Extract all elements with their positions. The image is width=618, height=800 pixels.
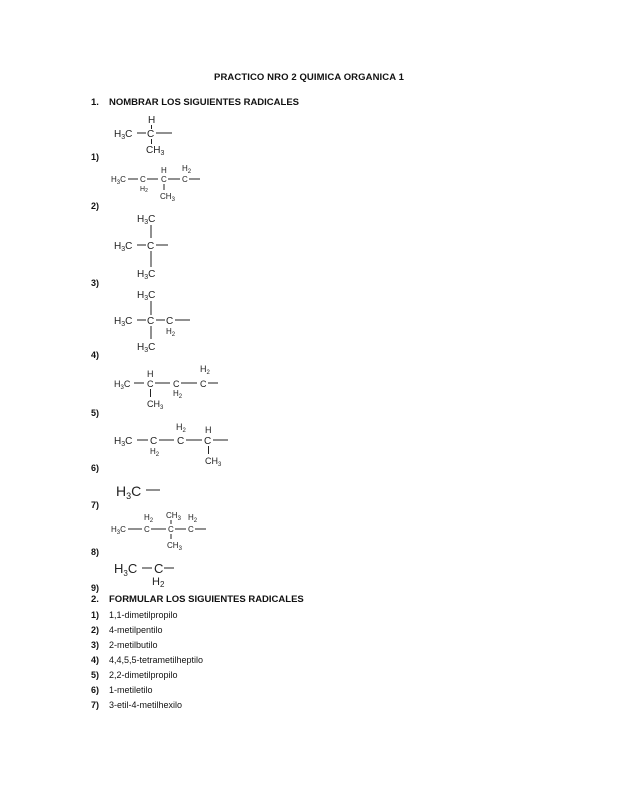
structure-8 [100, 508, 240, 554]
svg-text:H: H [161, 166, 167, 175]
structure-label-5: 5) [91, 408, 100, 418]
formula-item: 5) 2,2-dimetilpropilo [91, 670, 178, 680]
svg-text:CH3: $CH_3$ [147, 399, 164, 411]
svg-text:C: C [140, 175, 146, 184]
svg-text:H3C: $H_3C$ [114, 241, 133, 253]
svg-text:C: C [173, 379, 180, 389]
svg-text:H3C: $H_3C$ [116, 483, 142, 501]
svg-text:C: C [182, 175, 188, 184]
svg-text:C: C [177, 436, 185, 447]
svg-text:C: C [188, 525, 194, 534]
svg-text:H2: $H_2$ [144, 513, 154, 524]
structure-label-3: 3) [91, 278, 100, 288]
page-title: PRACTICO NRO 2 QUIMICA ORGANICA 1 [214, 72, 404, 83]
svg-text:C: C [150, 436, 158, 447]
svg-text:H: H [147, 369, 154, 379]
svg-text:CH3: $CH_3$ [167, 541, 182, 552]
svg-text:H: H [148, 115, 156, 126]
formula-item: 4) 4,4,5,5-tetrametilheptilo [91, 655, 204, 665]
structure-label-1: 1) [91, 152, 100, 162]
svg-text:H3C: $H_3C$ [114, 561, 138, 578]
svg-text:H2: $H_2$ [200, 364, 210, 376]
svg-text:H3C: $H_3C$ [114, 129, 133, 141]
svg-text:C: C [147, 241, 155, 252]
structure-label-9: 9) [91, 583, 100, 593]
structure-3 [100, 212, 220, 282]
structure-label-6: 6) [91, 463, 100, 473]
svg-text:H2: $H_2$ [166, 327, 176, 338]
section-2-heading: 2. FORMULAR LOS SIGUIENTES RADICALES [91, 594, 304, 605]
svg-text:H3C: $H_3C$ [114, 379, 131, 391]
formula-item: 6) 1-metiletilo [91, 685, 153, 695]
structure-6 [100, 418, 240, 468]
svg-text:H3C: $H_3C$ [114, 316, 133, 328]
svg-text:H3C: $H_3C$ [111, 175, 126, 186]
structure-label-2: 2) [91, 201, 100, 211]
structure-7 [100, 478, 220, 502]
structure-1 [100, 112, 220, 158]
structure-4 [100, 288, 230, 356]
formula-item: 3) 2-metilbutilo [91, 640, 158, 650]
svg-text:H2: $H_2$ [150, 447, 160, 458]
svg-text:H2: H2 [152, 576, 165, 589]
structure-5 [100, 362, 240, 412]
svg-text:H2: $H_2$ [182, 164, 192, 175]
svg-text:C: C [147, 129, 155, 140]
formula-item: 7) 3-etil-4-metilhexilo [91, 700, 183, 710]
svg-text:H2: $H_2$ [176, 422, 186, 434]
svg-text:H3C: $H_3C$ [137, 342, 156, 354]
structure-label-4: 4) [91, 350, 100, 360]
section-1-heading: 1. NOMBRAR LOS SIGUIENTES RADICALES [91, 97, 300, 108]
svg-text:H3C: $H_3C$ [137, 214, 156, 226]
structure-label-7: 7) [91, 500, 100, 510]
svg-text:H2: $H_2$ [188, 513, 198, 524]
svg-text:C: C [166, 316, 174, 327]
svg-text:CH3: $CH_3$ [205, 456, 222, 468]
structure-9 [100, 558, 220, 588]
svg-text:H2: $H_2$ [173, 389, 183, 400]
svg-text:CH3: $CH_3$ [166, 511, 181, 522]
svg-text:CH3: $CH_3$ [160, 192, 175, 203]
formula-item: 1) 1,1-dimetilpropilo [91, 610, 178, 620]
svg-text:C: C [204, 436, 212, 447]
svg-text:H3C: $H_3C$ [137, 290, 156, 302]
structure-2 [100, 162, 240, 206]
svg-text:C: C [154, 561, 164, 576]
svg-text:CH3: $CH_3$ [146, 145, 165, 157]
svg-text:C: C [147, 379, 154, 389]
svg-text:C: C [161, 175, 167, 184]
svg-text:C: C [168, 525, 174, 534]
svg-text:C: C [147, 316, 155, 327]
svg-text:C: C [200, 379, 207, 389]
svg-text:H3C: $H_3C$ [114, 436, 133, 448]
formula-item: 2) 4-metilpentilo [91, 625, 163, 635]
svg-text:H: H [205, 425, 212, 435]
svg-text:H3C: $H_3C$ [137, 269, 156, 281]
svg-text:H2: H2 [140, 186, 148, 194]
structure-label-8: 8) [91, 547, 100, 557]
svg-text:C: C [144, 525, 150, 534]
svg-text:H3C: $H_3C$ [111, 525, 126, 536]
